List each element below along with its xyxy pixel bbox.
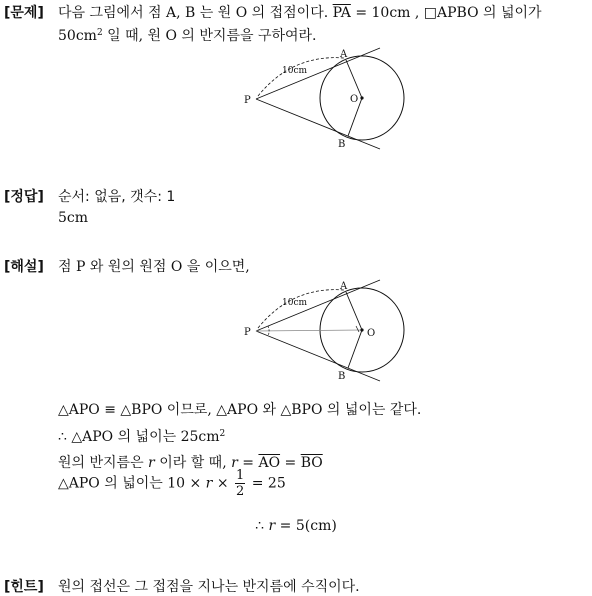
segment-bo: $\overline{BO}$ [300, 455, 323, 471]
label-length: 10cm [282, 66, 308, 76]
segment-ao: $\overline{AO}$ [258, 455, 281, 471]
radius-oa [346, 60, 362, 98]
solution-line-1: 점 P 와 원의 원점 O 을 이으면, [58, 259, 250, 275]
solution-line-2: △APO ≡ △BPO 이므로, △APO 와 △BPO 의 넓이는 같다. [58, 402, 422, 418]
solution-figure [240, 274, 410, 384]
result-value: = 5(cm) [275, 518, 337, 534]
problem-line-1 [58, 2, 542, 22]
solution-text: △APO 의 넓이는 10 × [58, 475, 206, 492]
problem-label: [문제] [4, 5, 44, 21]
label-length: 10cm [282, 298, 308, 308]
tangent-pb [256, 331, 380, 381]
hint-text: 원의 접선은 그 접점을 지나는 반지름에 수직이다. [58, 579, 360, 595]
tangent-pb [256, 99, 380, 149]
fraction-numerator: 1 [236, 468, 245, 483]
fraction-half [235, 468, 245, 499]
exponent: 2 [219, 429, 226, 439]
solution-text: 원의 반지름은 [58, 455, 149, 471]
solution-label: [해설] [4, 259, 44, 275]
answer-value: 5cm [58, 210, 89, 226]
var-r: r [268, 518, 276, 534]
area-value: 50cm [58, 28, 97, 44]
problem-figure [240, 42, 410, 152]
hint-label: [힌트] [4, 579, 44, 595]
label-o: O [350, 94, 359, 105]
label-a: A [340, 281, 348, 292]
center-dot [360, 96, 363, 99]
times: × [212, 475, 234, 492]
solution-result [0, 518, 592, 534]
var-r: r [205, 475, 213, 492]
var-r: r [231, 455, 238, 471]
problem-text: 일 때, 원 O 의 반지름을 구하여라. [102, 28, 317, 44]
label-b: B [338, 139, 346, 150]
fraction-denominator: 2 [236, 484, 245, 499]
tangent-pa [256, 48, 380, 99]
solution-text: 이라 할 때, [154, 455, 232, 471]
equals: = [237, 455, 259, 471]
label-a: A [340, 49, 348, 60]
answer-label: [정답] [4, 189, 44, 205]
center-dot [360, 328, 363, 331]
tangent-pa [256, 280, 380, 331]
segment-po [256, 330, 362, 331]
var-r: r [148, 455, 155, 471]
radius-ob [348, 330, 362, 368]
problem-text: = 10cm , □APBO 의 넓이가 [350, 5, 542, 21]
answer-line-1: 순서: 없음, 갯수: 1 [58, 189, 176, 205]
solution-text: ∴ △APO 의 넓이는 25cm [58, 429, 220, 445]
label-o: O [367, 328, 376, 339]
solution-line-5 [58, 468, 286, 499]
label-p: P [244, 327, 251, 338]
label-p: P [244, 95, 251, 106]
problem-text: 다음 그림에서 점 A, B 는 원 O 의 접점이다. [58, 5, 333, 21]
label-b: B [338, 371, 346, 382]
segment-pa: $\overline{PA}$ [332, 5, 351, 21]
solution-text: = 25 [247, 475, 286, 492]
right-angle-mark [356, 326, 359, 332]
solution-line-3 [58, 426, 225, 446]
exponent: 2 [96, 28, 103, 38]
radius-oa [346, 292, 362, 330]
equals: = [280, 455, 301, 471]
dimension-arc [258, 58, 344, 96]
therefore: ∴ [255, 518, 269, 534]
dimension-arc [258, 290, 344, 328]
